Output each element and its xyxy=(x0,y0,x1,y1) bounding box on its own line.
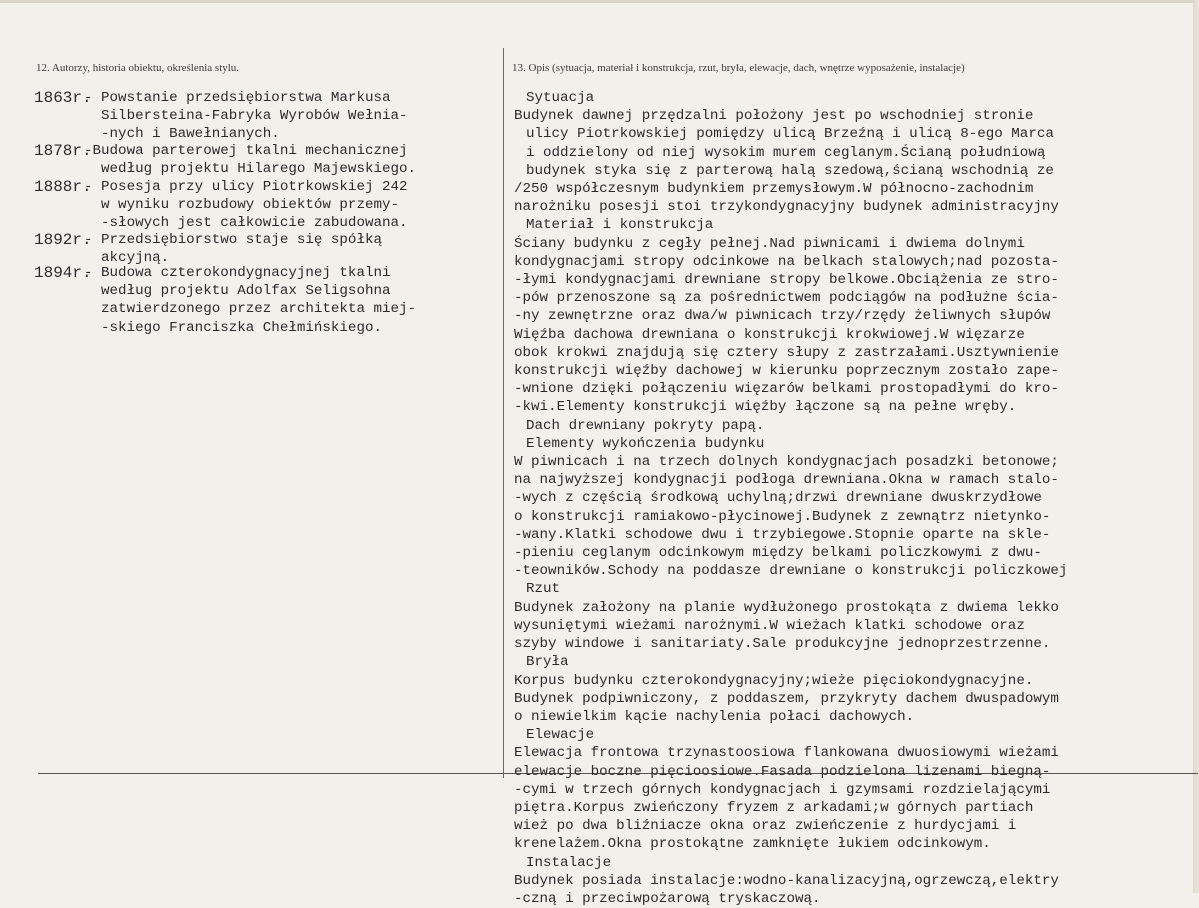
history-year: 1894r. xyxy=(34,264,92,282)
description-line: o niewielkim kącie nachylenia połaci dachowych. xyxy=(514,708,915,725)
description-line: /250 współczesnym budynkiem przemysłowym.W północno-zachodnim xyxy=(514,181,1034,198)
history-year: 1878r. xyxy=(34,142,92,160)
description-line: -pów przenoszone są za pośrednictwem podciągów na podłużne ścia- xyxy=(514,290,1059,307)
description-line: o konstrukcji ramiakowo-płycinowej.Budynek z zewnątrz nietynko- xyxy=(514,508,1051,525)
history-heading: 12. Autorzy, historia obiektu, określenia stylu. xyxy=(36,62,240,74)
description-line: wież po dwa bliźniacze okna oraz zwieńczenie z hurdycjami i xyxy=(514,818,1017,835)
history-line: -nych i Bawełnianych. xyxy=(84,126,280,143)
history-line: Silbersteina-Fabryka Wyrobów Wełnia- xyxy=(84,108,408,125)
description-line: -pieniu ceglanym odcinkowym między belkami policzkowymi z dwu- xyxy=(514,545,1042,562)
history-year: 1863r. xyxy=(34,89,92,107)
description-line: Budynek podpiwniczony, z poddaszem, przykryty dachem dwuspadowym xyxy=(514,690,1059,707)
history-year: 1888r. xyxy=(34,178,92,196)
description-line: Budynek założony na planie wydłużonego prostokąta z dwiema lekko xyxy=(514,599,1059,616)
description-line: W piwnicach i na trzech dolnych kondygnacjach posadzki betonowe; xyxy=(514,454,1059,471)
description-line: Budynek posiada instalacje:wodno-kanalizacyjną,ogrzewczą,elektry xyxy=(514,872,1059,889)
description-line: na najwyższej kondygnacji podłoga drewniana.Okna w ramach stalo- xyxy=(514,472,1059,489)
history-line: według projektu Hilarego Majewskiego. xyxy=(84,161,417,178)
description-line: ulicy Piotrkowskiej pomiędzy ulicą Brzeźną i ulicą 8-ego Marca xyxy=(526,126,1054,143)
description-line: obok krokwi znajdują się cztery słupy z zastrzałami.Usztywnienie xyxy=(514,344,1059,361)
history-line: - Budowa czterokondygnacyjnej tkalni xyxy=(84,265,391,281)
history-line: -Budowa parterowej tkalni mechanicznej xyxy=(84,143,408,159)
description-line: -teowników.Schody na poddasze drewniane o konstrukcji policzkowej xyxy=(514,563,1068,580)
history-line: w wyniku rozbudowy obiektów przemy- xyxy=(84,197,400,214)
description-line: budynek styka się z parterową halą szedową,ścianą wschodnią ze xyxy=(526,162,1054,179)
section-heading: Elewacje xyxy=(526,727,595,744)
description-column xyxy=(514,89,1194,908)
description-line: wysuniętymi wieżami narożnymi.W wieżach klatki schodowe oraz xyxy=(514,617,1025,634)
description-heading: 13. Opis (sytuacja, materiał i konstrukcja, rzut, bryła, elewacje, dach, wnętrze wyposażenie, instalacje) xyxy=(512,62,965,74)
section-heading: Dach drewniany pokryty papą. xyxy=(526,417,765,434)
description-line: Ściany budynku z cegły pełnej.Nad piwnicami i dwiema dolnymi xyxy=(514,235,1025,252)
history-entry xyxy=(84,89,514,144)
section-heading: Instalacje xyxy=(526,854,612,871)
description-line: -czną i przeciwpożarową tryskaczową. xyxy=(514,890,821,907)
description-line: piętra.Korpus zwieńczony fryzem z arkadami;w górnych partiach xyxy=(514,799,1034,816)
history-line: akcyjną. xyxy=(84,250,170,267)
description-line: krenelażem.Okna prostokątne zamknięte łukiem odcinkowym. xyxy=(514,836,991,853)
description-line: -kwi.Elementy konstrukcji więźby łączone są na pełne wręby. xyxy=(514,399,1017,416)
section-heading: Sytuacja xyxy=(526,90,595,106)
description-line: elewacje boczne pięcioosiowe.Fasada podzielona lizenami biegną- xyxy=(514,763,1051,780)
history-line: -słowych jest całkowicie zabudowana. xyxy=(84,215,408,232)
history-line: według projektu Adolfax Seligsohna xyxy=(84,283,391,300)
description-line: -wnione dzięki połączeniu więzarów belkami prostopadłymi do kro- xyxy=(514,381,1059,398)
description-line: Elewacja frontowa trzynastoosiowa flankowana dwuosiowymi wieżami xyxy=(514,745,1059,762)
description-line: i oddzielony od niej wysokim murem ceglanym.Ścianą południową xyxy=(526,144,1046,161)
history-entry xyxy=(84,142,514,178)
description-line: Korpus budynku czterokondygnacyjny;wieże pięciokondygnacyjne. xyxy=(514,672,1034,689)
description-line: narożniku posesji stoi trzykondygnacyjny budynek administracyjny xyxy=(514,199,1059,216)
section-heading: Materiał i konstrukcja xyxy=(526,217,714,234)
description-line: -ny zewnętrzne oraz dwa/w piwnicach trzy/rzędy żeliwnych słupów xyxy=(514,308,1051,325)
description-line: -wany.Klatki schodowe dwu i trzybiegowe.Stopnie oparte na skle- xyxy=(514,526,1051,543)
history-year: 1892r. xyxy=(34,231,92,249)
description-line: Więźba dachowa drewniana o konstrukcji krokwiowej.W więzarze xyxy=(514,326,1025,343)
history-line: - Posesja przy ulicy Piotrkowskiej 242 xyxy=(84,179,408,195)
history-entry xyxy=(84,264,514,337)
description-line: -cymi w trzech górnych kondygnacjach i gzymsami rozdzielającymi xyxy=(514,781,1051,798)
history-line: -skiego Franciszka Chełmińskiego. xyxy=(84,319,382,336)
section-heading: Rzut xyxy=(526,581,561,598)
description-line: konstrukcji więźby dachowej w kierunku poprzecznym zostało zape- xyxy=(514,363,1059,380)
description-line: Budynek dawnej przędzalni położony jest po wschodniej stronie xyxy=(514,108,1034,125)
section-heading: Bryła xyxy=(526,654,569,671)
history-line: zatwierdzonego przez architekta miej- xyxy=(84,301,417,318)
description-line: kondygnacjami stropy odcinkowe na belkach stalowych;nad pozosta- xyxy=(514,253,1059,270)
history-line: - Powstanie przedsiębiorstwa Markusa xyxy=(84,90,391,106)
history-entry xyxy=(84,178,514,233)
history-entry xyxy=(84,231,514,267)
description-line: szyby windowe i sanitariaty.Sale produkcyjne jednoprzestrzenne. xyxy=(514,636,1051,653)
history-line: - Przedsiębiorstwo staje się spółką xyxy=(84,232,382,248)
description-line: -łymi kondygnacjami drewniane stropy belkowe.Obciążenia ze stro- xyxy=(514,272,1059,289)
section-heading: Elementy wykończenia budynku xyxy=(526,435,765,452)
page-top-edge xyxy=(0,0,1199,3)
description-line: -wych z częścią środkową uchylną;drzwi drewniane dwuskrzydłowe xyxy=(514,490,1042,507)
